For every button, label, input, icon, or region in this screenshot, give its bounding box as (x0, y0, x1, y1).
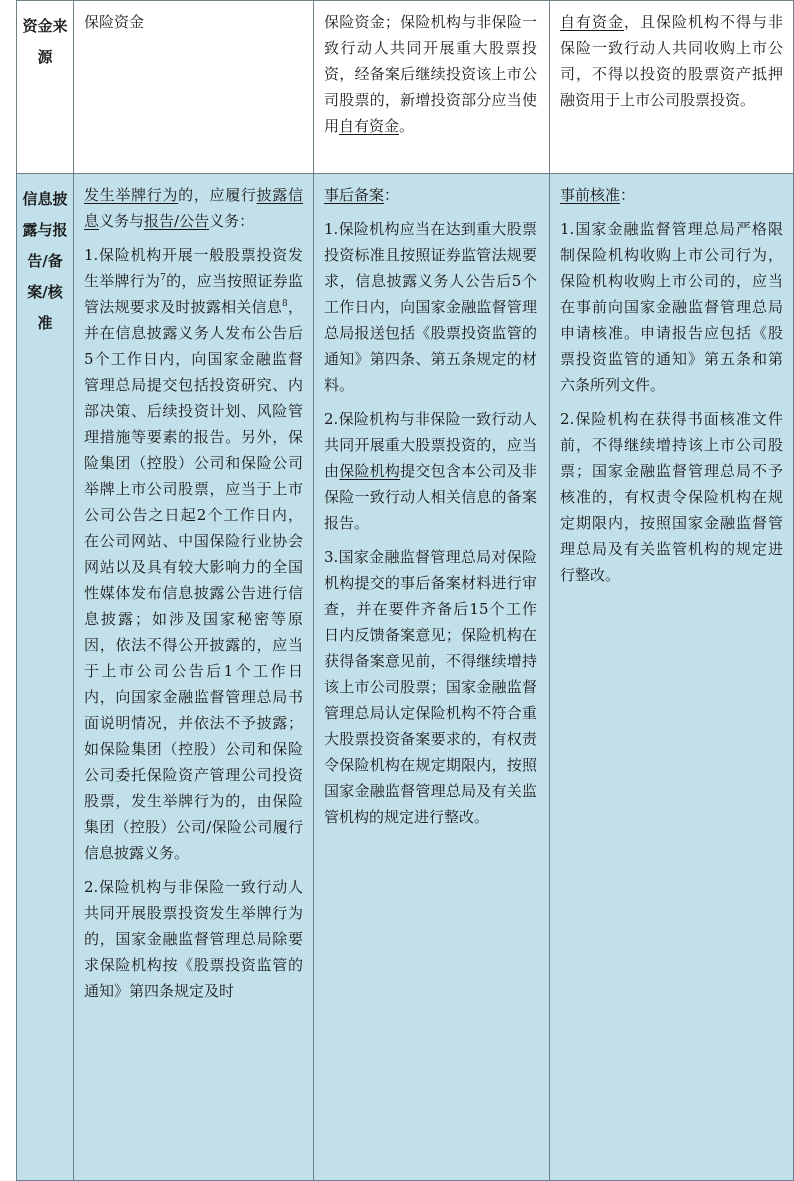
cell-fund-source-col1 (74, 1, 314, 174)
cell-fund-source-col2 (314, 1, 550, 174)
paragraph-1: 1.国家金融监督管理总局严格限制保险机构收购上市公司行为，保险机构收购上市公司的，应当在事前向国家金融监督管理总局申请核准。申请报告应包括《股票投资监管的通知》第五条和第六条所列文件。 (560, 220, 783, 394)
text-span: 义务： (209, 212, 255, 230)
underlined-term: 事后备案 (324, 186, 385, 204)
paragraph-2: 2.保险机构在获得书面核准文件前，不得继续增持该上市公司股票；国家金融监督管理总局不予核准的，有权责令保险机构在规定期限内，按照国家金融监督管理总局及有关监管机构的规定进行整改。 (560, 410, 783, 584)
cell-disclosure-col2 (314, 174, 550, 1181)
cell-text: 保险资金 (84, 13, 145, 31)
underlined-term: 事前核准 (560, 186, 621, 204)
text-span: 的，应履行 (178, 186, 257, 204)
row-header-fund-source: 资金来源 (17, 1, 74, 174)
paragraph-1: 1.保险机构应当在达到重大股票投资标准且按照证券监管法规要求，信息披露义务人公告后5个工作日内，向国家金融监督管理总局报送包括《股票投资监管的通知》第四条、第五条规定的材料。 (324, 220, 537, 394)
text-span: 。 (399, 117, 415, 135)
underlined-term: 自有资金 (560, 13, 624, 31)
underlined-term: 自有资金 (339, 117, 400, 135)
text-span: ： (620, 186, 636, 204)
section-title (324, 182, 537, 208)
paragraph-2: 2.保险机构与非保险一致行动人共同开展股票投资发生举牌行为的，国家金融监督管理总局除要求保险机构按《股票投资监管的通知》第四条规定及时 (84, 878, 303, 1000)
cell-fund-source-col3 (550, 1, 794, 174)
underlined-term: 披露信息 (84, 186, 303, 230)
underlined-term: 保险机构 (339, 462, 401, 480)
row-header-disclosure: 信息披露与报告/备案/核准 (17, 174, 74, 1181)
text-span: ： (384, 186, 400, 204)
underlined-term: 发生举牌行为 (84, 186, 179, 204)
text-span: 的，应当按照证券监管法规要求及时披露相关信息 (84, 272, 303, 316)
footnote-ref: 8 (282, 299, 288, 309)
footnote-ref: 7 (160, 273, 166, 283)
text-span: 1.保险机构开展一般股票投资发生举牌行为 (84, 246, 303, 290)
paragraph-2 (324, 406, 537, 536)
text-span: 义务与 (99, 212, 145, 230)
text-span: ，且保险机构不得与非保险一致行动人共同收购上市公司，不得以投资的股票资产抵押融资用于上市公司股票投资。 (560, 13, 783, 109)
comparison-table (16, 0, 794, 1181)
paragraph-1 (84, 242, 303, 866)
text-span: 保险资金；保险机构与非保险一致行动人共同开展重大股票投资，经备案后继续投资该上市公司股票的，新增投资部分应当使用 (324, 13, 537, 135)
underlined-term: 报告/公告 (144, 212, 210, 230)
cell-text (560, 9, 783, 113)
text-span: ，并在信息披露义务人发布公告后5个工作日内，向国家金融监督管理总局提交包括投资研究、内部决策、后续投资计划、风险管理措施等要素的报告。另外，保险集团（控股）公司和保险公司举牌上市公司股票，应当于上市公司公告之日起2个工作日内，在公司网站、中国保险行业协会网站以及具有较大影响力的全国性媒体发布信息披露公告进行信息披露；如涉及国家秘密等原因，依法不得公开披露的，应当于上市公司公告后1个工作日内，向国家金融监督管理总局书面说明情况，并依法不予披露；如保险集团（控股）公司和保险公司委托保险资产管理公司投资股票，发生举牌行为的，由保险集团（控股）公司/保险公司履行信息披露义务。 (84, 298, 303, 862)
cell-disclosure-col3 (550, 174, 794, 1181)
text-span: 提交包含本公司及非保险一致行动人相关信息的备案报告。 (324, 462, 537, 532)
section-title (560, 182, 783, 208)
cell-disclosure-col1 (74, 174, 314, 1181)
table-row-disclosure (17, 174, 794, 1181)
cell-text (324, 9, 537, 139)
table-row-fund-source (17, 1, 794, 174)
paragraph-3: 3.国家金融监督管理总局对保险机构提交的事后备案材料进行审查，并在要件齐备后15个工作日内反馈备案意见；保险机构在获得备案意见前，不得继续增持该上市公司股票；国家金融监督管理总局认定保险机构不符合重大股票投资备案要求的，有权责令保险机构在规定期限内，按照国家金融监督管理总局及有关监管机构的规定进行整改。 (324, 548, 537, 826)
cell-intro (84, 182, 303, 234)
text-span: 2.保险机构与非保险一致行动人共同开展重大股票投资的，应当由 (324, 410, 537, 480)
